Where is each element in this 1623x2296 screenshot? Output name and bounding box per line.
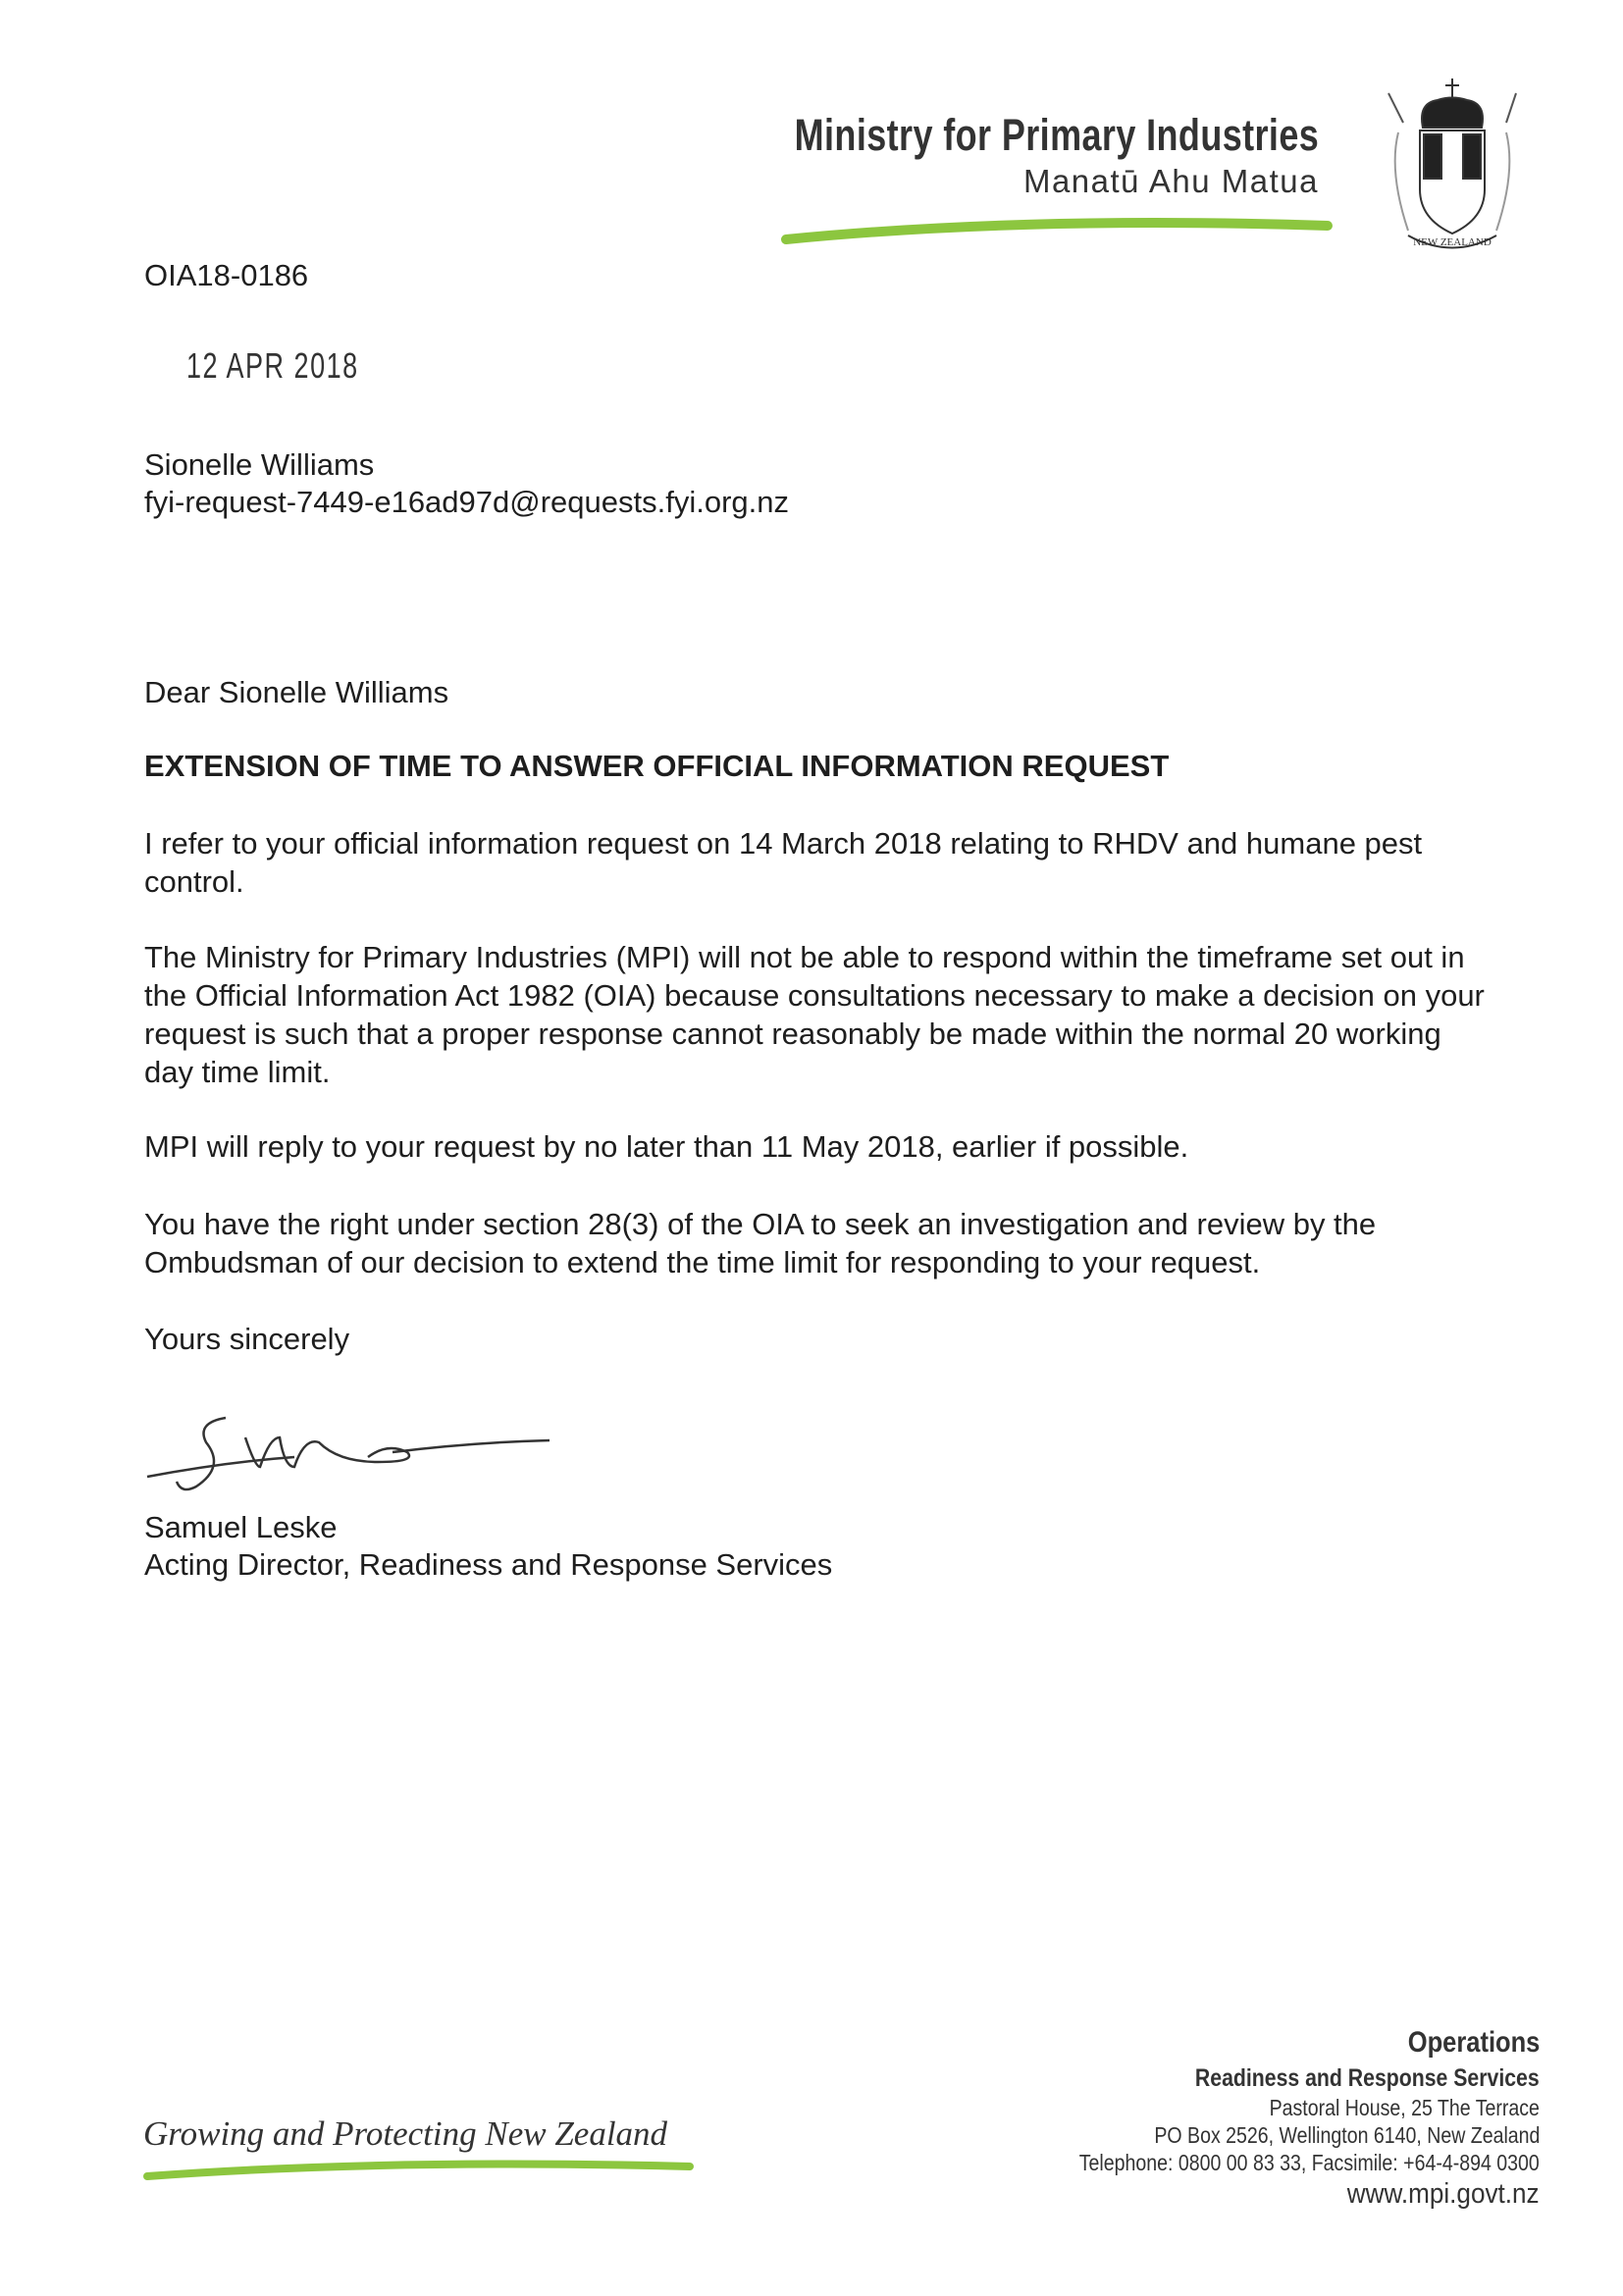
paragraph-request-reference: I refer to your official information request on 14 March 2018 relating to RHDV and humane pest control. [144,826,1423,899]
header-green-swoosh [780,208,1335,247]
paragraph-reply-date: MPI will reply to your request by no later than 11 May 2018, earlier if possible. [144,1129,1189,1164]
footer-branch: Operations [1407,2026,1540,2059]
recipient-name: Sionelle Williams [144,447,375,482]
closing: Yours sincerely [144,1322,350,1356]
footer-website-link[interactable]: www.mpi.govt.nz [1347,2178,1540,2210]
crest-text: NEW ZEALAND [1413,236,1492,248]
nz-coat-of-arms-icon [1369,74,1536,260]
signatory-name: Samuel Leske [144,1510,338,1544]
reference-number: OIA18-0186 [144,258,309,292]
footer-phone: Telephone: 0800 00 83 33, Facsimile: +64-4-894 0300 [1078,2150,1540,2175]
paragraph-extension-reason: The Ministry for Primary Industries (MPI) will not be able to respond within the timeframe set out in the Official Information Act 1982 (OIA) because consultations necessary to make a decision on your request is such that a proper response cannot reasonably be made within the normal 20 working day time limit. [144,940,1485,1089]
org-name: Ministry for Primary Industries [794,110,1319,160]
footer-address-line1: Pastoral House, 25 The Terrace [1269,2095,1540,2120]
footer-unit: Readiness and Response Services [1195,2064,1540,2092]
signatory-title: Acting Director, Readiness and Response Services [144,1547,833,1582]
letter-heading: EXTENSION OF TIME TO ANSWER OFFICIAL INFORMATION REQUEST [144,749,1170,783]
signature [137,1408,559,1491]
footer-address-line2: PO Box 2526, Wellington 6140, New Zealand [1153,2122,1540,2148]
recipient-email: fyi-request-7449-e16ad97d@requests.fyi.org.nz [144,485,790,519]
salutation: Dear Sionelle Williams [144,675,449,709]
date-stamp: 12 APR 2018 [186,345,359,386]
footer-green-swoosh [142,2155,697,2184]
footer-tagline: Growing and Protecting New Zealand [143,2114,668,2153]
org-maori-name: Manatū Ahu Matua [1022,163,1319,199]
paragraph-review-rights: You have the right under section 28(3) of the OIA to seek an investigation and review by the Ombudsman of our decision to extend the time limit for responding to your request. [144,1207,1377,1279]
